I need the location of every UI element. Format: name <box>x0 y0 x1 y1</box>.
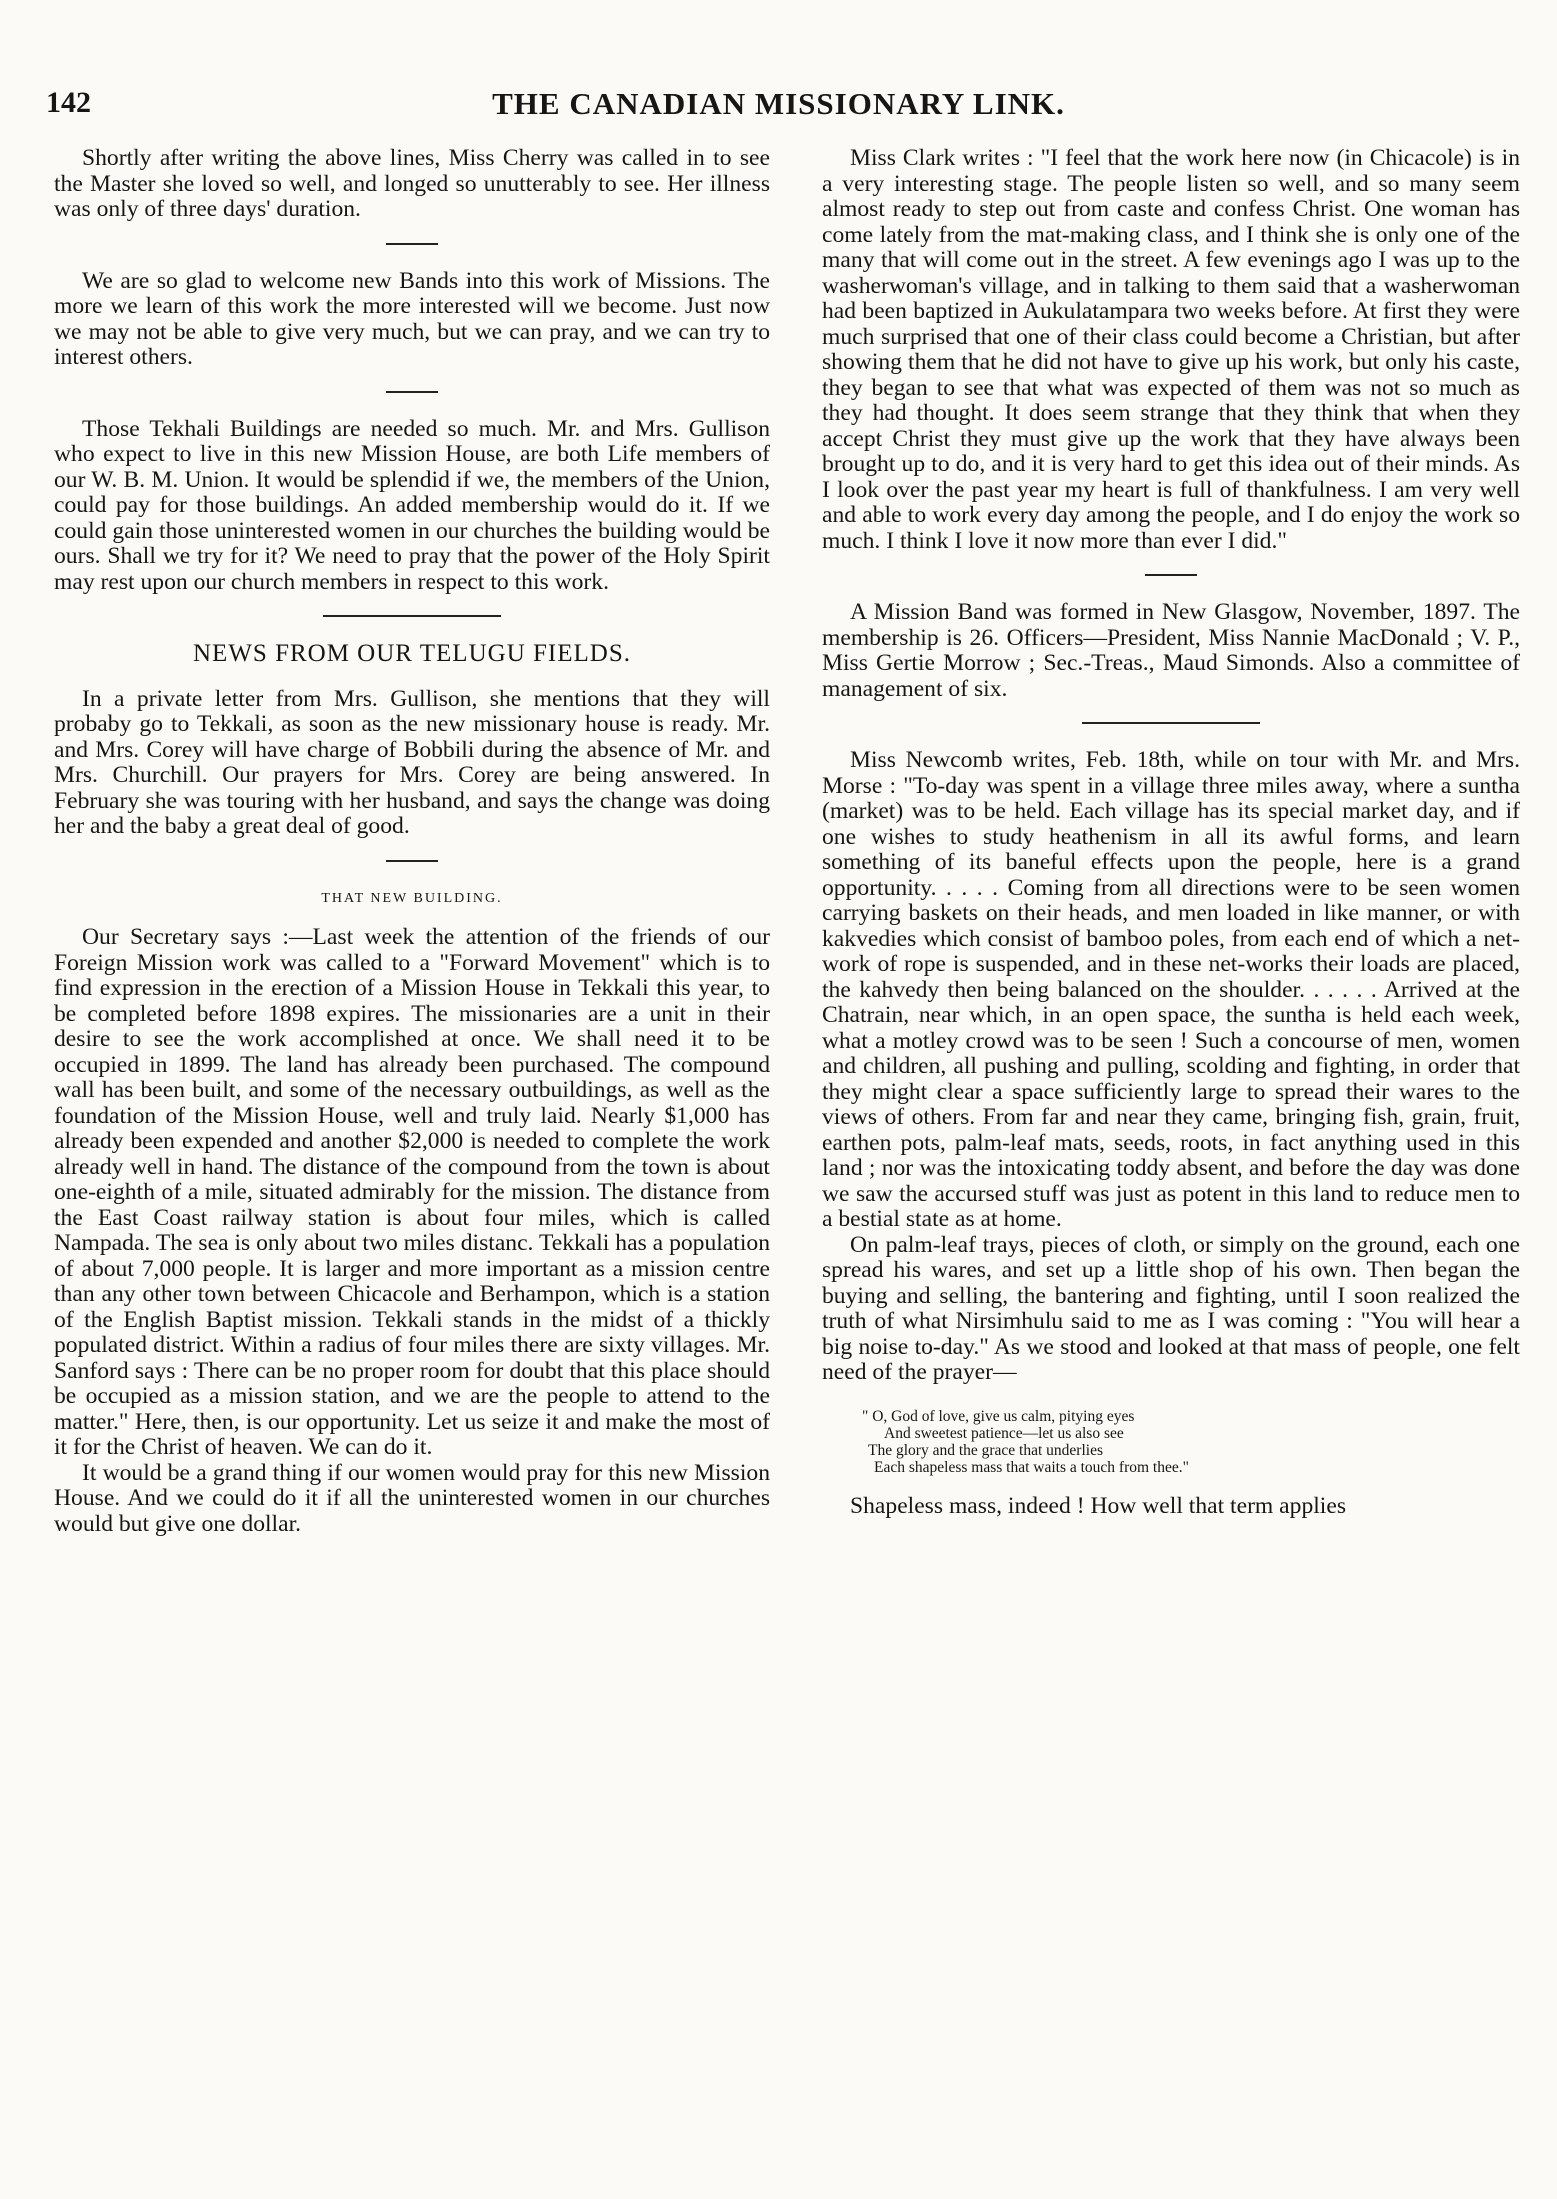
paragraph-miss-clark: Miss Clark writes : "I feel that the work here now (in Chicacole) is in a very interesting stage. The people listen so well, and so many seem almost ready to step out from caste and confess Christ. One woman has come lately from the mat-making class, and I think she is only one of the many that will come out in the street. A few evenings ago I was up to the washerwoman's village, and in talking to them said that a washerwoman had been baptized in Aukulatampara two weeks before. At first they were much surprised that one of their class could become a Christian, but after showing them that he did not have to give up his work, but only his caste, they began to see that what was expected of them was not so much as they had thought. It does seem strange that they think that when they accept Christ they must give up the work that they have always been brought up to do, and it is very hard to get this idea out of their minds. As I look over the past year my heart is full of thankfulness. I am very well and able to work every day among the people, and I do enjoy the work so much. I think I love it now more than ever I did." <box>822 145 1520 554</box>
paragraph-miss-cherry: Shortly after writing the above lines, Miss Cherry was called in to see the Master she loved so well, and longed so unutterably to see. Her illness was only of three days' duration. <box>54 145 770 222</box>
paragraph-gullison-letter: In a private letter from Mrs. Gullison, she mentions that they will probaby go to Tekkali, as soon as the new missionary house is ready. Mr. and Mrs. Corey will have charge of Bobbili during the absence of Mr. and Mrs. Churchill. Our prayers for Mrs. Corey are being answered. In February she was touring with her husband, and says the change was doing her and the baby a great deal of good. <box>54 685 770 839</box>
poem-line: And sweetest patience—let us also see <box>884 1424 1124 1442</box>
paragraph-new-bands: We are so glad to welcome new Bands into this work of Missions. The more we learn of this work the more interested will we become. Just now we may not be able to give very much, but we can pray, and we can try to interest others. <box>54 267 770 370</box>
divider <box>386 243 438 245</box>
paragraph-shapeless-mass: Shapeless mass, indeed ! How well that term applies <box>850 1492 1347 1519</box>
section-title: NEWS FROM OUR TELUGU FIELDS. <box>193 640 631 667</box>
page-number: 142 <box>46 86 91 119</box>
poem-line: " O, God of love, give us calm, pitying eyes <box>862 1407 1135 1425</box>
divider <box>1145 574 1197 576</box>
divider <box>386 860 438 862</box>
right-column <box>822 146 1520 1519</box>
paragraph-palm-leaf-trays: On palm-leaf trays, pieces of cloth, or simply on the ground, each one spread his wares, and set up a little shop of his own. Then began the buying and selling, the bantering and fighting, until I soon realized the truth of what Nirsimhulu said to me as I was coming : "You will hear a big noise to-day." As we stood and looked at that mass of people, one felt need of the prayer— <box>822 1231 1520 1385</box>
poem-quote <box>822 1408 1520 1476</box>
divider <box>1082 722 1260 724</box>
left-column <box>54 146 770 1537</box>
paragraph-grand-thing: It would be a grand thing if our women would pray for this new Mission House. And we could do it if all the uninterested women in our churches would but give one dollar. <box>54 1459 770 1537</box>
paragraph-tekhali-buildings: Those Tekhali Buildings are needed so much. Mr. and Mrs. Gullison who expect to live in this new Mission House, are both Life members of our W. B. M. Union. It would be splendid if we, the members of the Union, could pay for those buildings. An added membership would do it. If we could gain those uninterested women in our churches the building would be ours. Shall we try for it? We need to pray that the power of the Holy Spirit may rest upon our church members in respect to this work. <box>54 415 770 595</box>
paragraph-secretary-says: Our Secretary says :—Last week the attention of the friends of our Foreign Mission work was called to a "Forward Movement" which is to find expression in the erection of a Mission House in Tekkali this year, to be completed before 1898 expires. The missionaries are a unit in their desire to see the work accomplished at once. We shall need it to be occupied in 1899. The land has already been purchased. The compound wall has been built, and some of the necessary outbuildings, as well as the foundation of the Mission House, well and truly laid. Nearly $1,000 has already been expended and another $2,000 is needed to complete the work already well in hand. The distance of the compound from the town is about one-eighth of a mile, situated admirably for the mission. The distance from the East Coast railway station is about four miles, which is called Nampada. The sea is only about two miles distanc. Tekkali has a population of about 7,000 people. It is larger and more important as a mission centre than any other town between Chicacole and Berhampon, which is a station of the English Baptist mission. Tekkali stands in the midst of a thickly populated district. Within a radius of four miles there are sixty villages. Mr. Sanford says : There can be no proper room for doubt that this place should be occupied as a mission station, and we are the people to attend to the matter." Here, then, is our opportunity. Let us seize it and make the most of it for the Christ of heaven. We can do it. <box>54 924 770 1460</box>
divider <box>386 391 438 393</box>
paragraph-mission-band: A Mission Band was formed in New Glasgow, November, 1897. The membership is 26. Officers—President, Miss Nannie MacDonald ; V. P., Miss Gertie Morrow ; Sec.-Treas., Maud Simonds. Also a committee of management of six. <box>822 599 1520 702</box>
divider <box>323 615 501 617</box>
running-title: THE CANADIAN MISSIONARY LINK. <box>492 86 1065 121</box>
poem-line: The glory and the grace that underlies <box>868 1441 1103 1459</box>
sub-title: THAT NEW BUILDING. <box>321 890 503 906</box>
paragraph-miss-newcomb: Miss Newcomb writes, Feb. 18th, while on tour with Mr. and Mrs. Morse : "To-day was spent in a village three miles away, where a suntha (market) was to be held. Each village has its special market day, and if one wishes to study heathenism in all its awful forms, and learn something of its baneful effects upon the people, here is a grand opportunity. . . . . Coming from all directions were to be seen women carrying baskets on their heads, and men loaded in like manner, or with kakvedies which consist of bamboo poles, from each end of which a net-work of rope is suspended, and in these net-works their loads are placed, the kahvedy then being balanced on the shoulder. . . . . . Arrived at the Chatrain, near which, in an open space, the suntha is held each week, what a motley crowd was to be seen ! Such a concourse of men, women and children, all pushing and pulling, scolding and fighting, in order that they might clear a space sufficiently large to spread their wares to the views of others. From far and near they came, bringing fish, grain, fruit, earthen pots, palm-leaf mats, seeds, roots, in fact anything used in this land ; nor was the intoxicating toddy absent, and before the day was done we saw the accursed stuff was just as potent in this land to reduce men to a bestial state as at home. <box>822 747 1520 1232</box>
poem-line: Each shapeless mass that waits a touch from thee." <box>874 1458 1189 1476</box>
